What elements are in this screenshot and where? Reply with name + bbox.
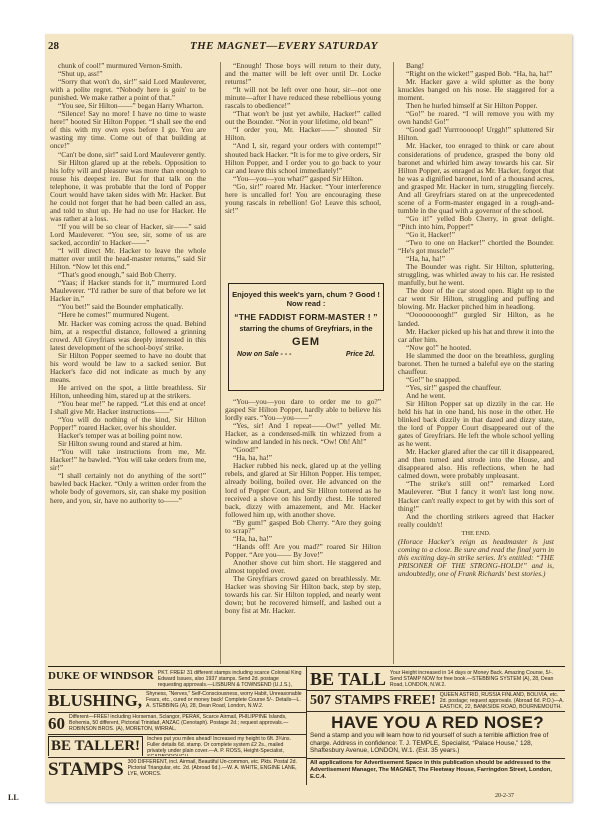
story-paragraph: “If you will be so clear of Hacker, sir——” said Lord Mauleverer. “You see, sir, some of us are sacked, accordin' to Hacker——” <box>50 221 206 248</box>
story-paragraph: “Go it!” yelled Bob Cherry, in great delight. “Pitch into him, Popper!” <box>398 213 554 231</box>
story-paragraph: “Good gad! Yurrrooooop! Urggh!” spluttered Sir Hilton. <box>398 125 554 143</box>
story-paragraph: And he went. <box>406 390 446 400</box>
story-paragraph: “Yes, sir! And I repeat——Ow!” yelled Mr. Hacker, as a condensed-milk tin whizzed from a window and landed in his neck. “Ow! Oh! Ah!” <box>225 421 381 447</box>
end-mark: THE END. <box>461 529 491 537</box>
story-paragraph: Sir Hilton Popper sat up dizzily in the car. He held his hat in one hand, his nose in the other. He blinked back dizzily in that dazed and dizzy state, the lord of Popper Court disappeared out of the gates of Greyfriars. He left the whole school yelling as he went. <box>398 398 554 449</box>
story-paragraph: “You hear me!” he rapped. “Let this end at once! I shall give Mr. Hacker instructions——” <box>50 398 206 417</box>
ad-headline: BE TALL <box>310 670 386 689</box>
page-header <box>48 40 563 58</box>
ad-headline: DUKE OF WINDSOR <box>48 670 154 682</box>
story-paragraph: The Greyfriars crowd gazed on breathlessly. Mr. Hacker was shoving Sir Hilton back, step by step, towards his car. Sir Hilton toppled, and nearly went down; but he recovered himself, and lashed out a bony fist at Mr. Hacker. <box>225 574 381 616</box>
ad-headline: HAVE YOU A RED NOSE? <box>331 713 544 732</box>
story-paragraph: “Silence! Say no more! I have no time to waste here!” hooted Sir Hilton Popper. “I shall see the end of this with my own eyes before I go. You are wasting my time. Come out of that building at once!” <box>50 109 206 151</box>
story-paragraph: “Two to one on Hacker!” chortled the Bounder. “He's got muscle!” <box>398 238 554 256</box>
story-paragraph: “You bet!” said the Bounder emphatically. <box>58 302 184 312</box>
story-paragraph: “Yaas; if Hacker stands for it,” murmured Lord Mauleverer. “I'd rather be sure of that before we let Hacker in.” <box>50 278 206 304</box>
ad-body: PKT. FREE! 31 different stamps including scarce Colonial King Edward Issues, also 1937 stamps. Send 2d. postage requesting approvals.—LISBURN & TOWNSEND (U.J.S.), <box>157 670 302 688</box>
ad-headline: BE TALLER! <box>48 736 143 756</box>
promo-price: Price 2d. <box>345 350 375 358</box>
story-column-2 <box>225 62 381 215</box>
story-paragraph: Bang! <box>406 62 425 70</box>
ad-body: Shyness, “Nerves,” Self-Consciousness, worry Habit, Unreasonable Fears, etc., cured or money back! Complete Course 5/-. Details—L. A. STEBBING (A), 28, Dean Road, London, N.W.2. <box>146 691 302 710</box>
story-paragraph: “You—you—you dare to order me to go?” gasped Sir Hilton Popper, hardly able to believe his lordly ears. “You—you——” <box>225 398 381 423</box>
page-number: 28 <box>48 40 59 52</box>
story-column-3-body <box>398 62 554 529</box>
story-paragraph: “Here he comes!” murmured Nugent. <box>58 310 170 320</box>
story-paragraph: “Now go!” he hooted. <box>406 342 472 352</box>
ad-headline: BLUSHING, <box>48 691 142 710</box>
promo-intro: Enjoyed this week's yarn, chum ? Good ! Now read : <box>232 290 380 308</box>
ad-body: Inches put you miles ahead! Increased my height to 6ft. 3¾ins. Fuller details 6d. stamp. Or complete system £2 2s., mailed privately under plain cover.—A. P. ROSS, Height-Specialist, <box>147 736 291 755</box>
ad-red-nose <box>310 713 565 757</box>
story-paragraph: And the chortling strikers agreed that Hacker really couldn't! <box>398 511 554 529</box>
story-paragraph: “Yes, sir!” gasped the chauffeur. <box>406 382 502 392</box>
story-paragraph: “You will take instructions from me, Mr. Hacker!” he bawled. “You will take orders from me, sir!” <box>50 447 206 473</box>
ads-divider <box>306 667 307 785</box>
ad-advertising-notice <box>310 760 565 784</box>
story-paragraph: “Right on the wicket!” gasped Bob. “Ha, ha, ha!” <box>406 69 553 79</box>
promo-story-title: “THE FADDIST FORM-MASTER ! ” <box>234 312 378 322</box>
masthead: THE MAGNET—EVERY SATURDAY <box>190 40 378 52</box>
story-paragraph: “I shall certainly not do anything of the sort!” bawled back Hacker. “Only a written order from the whole body of governors, sir, can shake my position here, and you, sir, have no authority to——” <box>50 471 206 505</box>
story-paragraph: Another shove cut him short. He staggered and almost toppled over. <box>225 557 381 575</box>
story-paragraph: “Ooooooooogh!” gurgled Sir Hilton, as he landed. <box>398 310 554 328</box>
story-paragraph: “Sorry that won't do, sir!” said Lord Mauleverer, with a polite regret. “Nobody here is goin' to be punished. We make rather a point of that.” <box>50 77 206 103</box>
story-paragraph: “That's good enough,” said Bob Cherry. <box>58 270 177 280</box>
ad-blushing <box>48 691 304 711</box>
column-rule <box>220 62 221 664</box>
story-paragraph: “I order you, Mr. Hacker——” shouted Sir Hilton. <box>225 125 381 143</box>
story-column-1 <box>50 62 206 505</box>
ad-duke-of-windsor <box>48 670 304 688</box>
ad-body: All applications for Advertisement Space in this publication should be addressed to the Advertisement Manager, The MAGNET, The Fleetway House, Farringdon Street, London, E.C.4. <box>310 760 552 780</box>
story-paragraph: “Ha, ha, ha!” <box>233 533 272 543</box>
story-paragraph: “Go, sir!” roared Mr. Hacker. “Your interference here is uncalled for! You are encouraging these young rascals in rebellion! Go! Leave this school, sir!” <box>225 181 381 215</box>
story-paragraph: He slammed the door on the breathless, gurgling baronet. Then he turned a baleful eye on the staring chauffeur. <box>398 350 554 376</box>
story-paragraph: “That won't be just yet awhile, Hacker!” called out the Bounder. “Not in your lifetime, old bean!” <box>225 109 381 127</box>
story-paragraph: “Hands off! Are you mad?” roared Sir Hilton Popper. “Are you—— By Jove!” <box>225 541 381 559</box>
footer-date: 20-2-37 <box>495 793 514 799</box>
story-paragraph: “Good!” <box>233 445 259 455</box>
story-paragraph: “Ha, ha, ha!” <box>406 254 445 264</box>
story-paragraph: The door of the car stood open. Right up to the car went Sir Hilton, struggling and puffing and blowing. Mr. Hacker pitched him in headlong. <box>398 286 554 312</box>
story-paragraph: chunk of cool!” murmured Vernon-Smith. <box>58 62 183 70</box>
story-paragraph: “You will do nothing of the kind, Sir Hilton Popper!” roared Hacker, over his shoulder. <box>50 415 206 433</box>
promo-starring: starring the chums of Greyfriars, in the <box>239 324 373 333</box>
next-week-note: (Horace Hacker's reign as headmaster is just coming to a close. Be sure and read the final yarn in this exciting day-in strike series. It's entitled: “THE PRISONER OF THE STRONG-HOLD!” and is, undoubtedly, one of Frank Richards' best stories.) <box>398 536 554 578</box>
story-paragraph: Hacker rubbed his neck, glared up at the yelling rebels, and glared at Sir Hilton Popper. His temper, already boiling, boiled over. He advanced on the lord of Popper Court, and Sir Hilton tottered as he received a shove on his lordly chest. He tottered back, dizzy with amazement, and Mr. Hacker followed him up, with another shove. <box>225 461 381 519</box>
ad-507-stamps <box>310 692 565 710</box>
promo-box <box>228 283 384 391</box>
footer-left: LL <box>8 793 19 802</box>
story-paragraph: Mr. Hacker was coming across the quad. Behind him, at a respectful distance, followed a grinning crowd. All Greyfriars was deeply interested in this latest development of the school-boys' strike. <box>50 318 206 352</box>
story-paragraph: Sir Hilton glared up at the rebels. Opposition to his lofty will and pleasure was more than enough to rouse his deepest ire. But for that talk on the telephone, it was probable that the lord of Popper Court would have taken sides with Mr. Hacker. But he could not forget that he had been called an ass, and told to shut up. He had no use for Hacker. He was rather at a loss. <box>50 157 206 223</box>
ad-headline: 507 STAMPS FREE! <box>310 693 436 708</box>
column-rule <box>393 62 394 664</box>
promo-paper-name: GEM <box>291 335 321 348</box>
story-paragraph: “You—you—you what?” gasped Sir Hilton. <box>233 173 364 183</box>
story-paragraph: “It will not be left over one hour, sir—not one minute—after I have reduced these rebellious young rascals to obedience!” <box>225 85 381 111</box>
story-paragraph: “Ha, ha, ha!” <box>233 453 272 463</box>
story-paragraph: Mr. Hacker, too enraged to think or care about considerations of prudence, grasped the bony old baronet and whirled him away towards his car. Sir Hilton Popper, as enraged as Mr. Hacker, forgot that he was a dignified baronet, lord of a thousand acres, and grasped Mr. Hacker in turn, struggling fiercely. And all Greyfriars stared on at the unprecedented scene of a Form-master engaged in a rough-and-tumble in the quad with a governor of the school. <box>398 141 554 215</box>
story-paragraph: Sir Hilton Popper seemed to have no doubt that his word would be law to a sacked senior. But Hacker's face did not indicate as much by any means. <box>50 350 206 384</box>
story-paragraph: “By gum!” gasped Bob Cherry. “Are they going to scrap?” <box>225 517 381 535</box>
story-paragraph: Mr. Hacker picked up his hat and threw it into the car after him. <box>398 326 554 344</box>
story-paragraph: “You see, Sir Hilton——” began Harry Wharton. <box>58 101 204 111</box>
story-paragraph: The Bounder was right. Sir Hilton, spluttering, struggling, was whirled away to his car. He resisted manfully, but he went. <box>398 262 554 288</box>
ad-sixty-stamps <box>48 714 304 733</box>
ad-body: 300 DIFFERENT, incl. Airmail, Beautiful Un-common, etc. Pkts. Postal 2d. Pictorial Triangular, etc. 2d. (Abroad 6d.).—W. A. WHITE, ENGINE LANE, LYE, WORCS. <box>127 759 297 778</box>
ad-headline: 60 <box>48 714 65 733</box>
advertisements <box>48 666 565 799</box>
story-paragraph: “And I, sir, regard your orders with contempt!” shouted back Hacker. “It is for me to give orders, Sir Hilton Popper, and I order you to go back to your car and leave this school immediately!” <box>225 141 381 175</box>
story-paragraph: Hacker's temper was at boiling point now. <box>58 431 183 441</box>
story-paragraph: “Can't be done, sir!” said Lord Mauleverer gently. <box>58 149 206 159</box>
story-paragraph: Mr. Hacker gave a wild splutter as the bony knuckles banged on his nose. He staggered for a moment. <box>398 77 554 103</box>
story-column-3 <box>398 62 554 578</box>
story-paragraph: Then he hurled himself at Sir Hilton Popper. <box>406 101 538 111</box>
promo-on-sale: Now on Sale - - - <box>237 350 292 358</box>
ad-be-taller <box>48 736 304 756</box>
ad-be-tall <box>310 670 565 689</box>
story-paragraph: “Go it, Hacker!” <box>406 229 456 239</box>
story-paragraph: He arrived on the spot, a little breathless. Sir Hilton, unheeding him, stared up at the strikers. <box>50 382 206 400</box>
ad-stamps <box>48 759 304 781</box>
story-paragraph: “Go!” he snapped. <box>406 374 461 384</box>
story-paragraph: “I will direct Mr. Hacker to leave the whole matter over until the head-master returns,” said Sir Hilton. “Now let this end.” <box>50 246 206 272</box>
story-paragraph: “The strike's still on!” remarked Lord Mauleverer. “But I fancy it won't last long now. Hacker can't really expect to get by with this sort of thing!” <box>398 479 554 513</box>
story-paragraph: “Go!” he roared. “I will remove you with my own hands! Go!” <box>398 109 554 127</box>
story-paragraph: Mr. Hacker glared after the car till it disappeared, and then turned and strode into the House, and disappeared also. His reflections, when he had calmed down, were probably unpleasant. <box>398 447 554 481</box>
story-paragraph: “Enough! Those boys will return to their duty, and the matter will be left over until Dr. Locke returns!” <box>225 62 381 87</box>
ad-body: Your Height increased in 14 days or Money Back. Amazing Course, 5/-. Send STAMP NOW for free book.—STEBBING SYSTEM (A), 28, Dean Road, LONDON, N.W.2. <box>389 670 554 689</box>
ad-body: Send a stamp and you will learn how to rid yourself of such a terrible affliction free of charge. Address in confidence: T. J. TEMPLE, Specialist, “Palace House,” 128, Shaftesbury Avenue, LONDON, W.1. (Est. 35 years.) <box>310 732 549 755</box>
story-column-2-top <box>225 62 381 215</box>
ad-headline: STAMPS <box>48 759 124 780</box>
story-column-2-bottom <box>225 398 381 615</box>
ad-body: Different—FREE! including Horseman, Sclangor, PERAK, Scarce Airmail, PHILIPPINE Islands, Bohemia, 50 different, Pictorial Trinidad, ANZAC (Cenotaph). Postage 2d.; request approvals.—ROBINSON BROS. (A), MORETON, WIRRAL. <box>69 714 289 733</box>
story-paragraph: “Shut up, ass!” <box>58 69 103 79</box>
ad-body: QUEEN ASTRID, RUSSIA FINLAND, BOLIVIA, etc. 2d. postage; request approvals. (Abroad 6d. P.O.)—A. EASTICK, 22, BANKSIDE ROAD, BOURNEMOUTH. <box>439 692 564 710</box>
story-paragraph: Sir Hilton swung round and stared at him. <box>58 439 182 449</box>
